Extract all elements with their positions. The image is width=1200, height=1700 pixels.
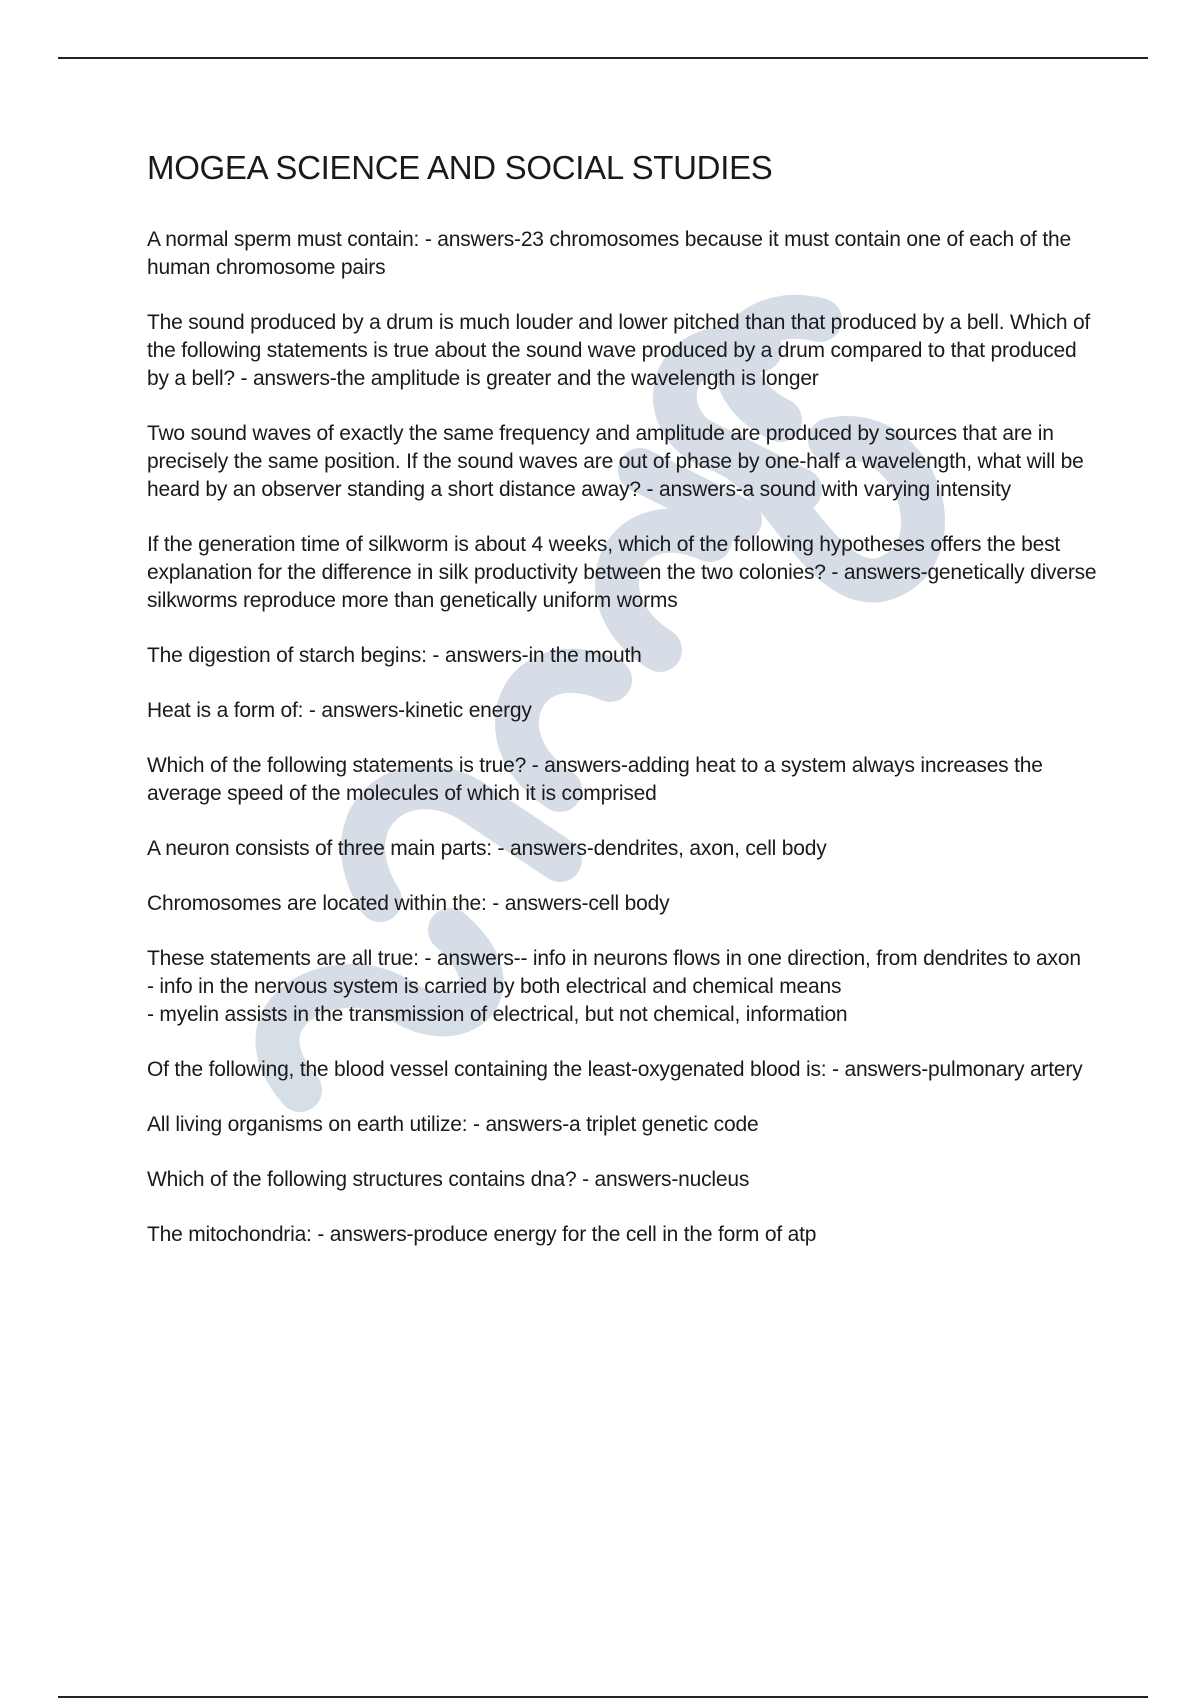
qa-item: Heat is a form of: - answers-kinetic energy (147, 699, 532, 722)
qa-item: Two sound waves of exactly the same frequency and amplitude are produced by sources that are in precisely the same position. If the sound waves are out of phase by one-half a wavelength, what will be heard by an observer standing a short distance away? - answers-a sound with varying intensity (147, 422, 1084, 501)
qa-item: Of the following, the blood vessel containing the least-oxygenated blood is: - answers-pulmonary artery (147, 1058, 1083, 1081)
document-body (147, 148, 1097, 1276)
qa-item: The digestion of starch begins: - answers-in the mouth (147, 644, 642, 667)
qa-item: Which of the following structures contains dna? - answers-nucleus (147, 1168, 750, 1191)
qa-item: The mitochondria: - answers-produce energy for the cell in the form of atp (147, 1223, 817, 1246)
qa-item: Chromosomes are located within the: - answers-cell body (147, 892, 670, 915)
qa-item: A normal sperm must contain: - answers-23 chromosomes because it must contain one of each of the human chromosome pairs (147, 228, 1071, 279)
qa-item: If the generation time of silkworm is about 4 weeks, which of the following hypotheses offers the best explanation for the difference in silk productivity between the two colonies? - answers-genetically diverse silkworms reproduce more than genetically uniform worms (147, 533, 1097, 612)
top-rule (58, 57, 1148, 59)
qa-item: The sound produced by a drum is much louder and lower pitched than that produced by a bell. Which of the following statements is true about the sound wave produced by a drum compared to that produced by a bell? - answers-the amplitude is greater and the wavelength is longer (147, 311, 1091, 390)
page-title: MOGEA SCIENCE AND SOCIAL STUDIES (147, 149, 773, 186)
bottom-rule (58, 1696, 1148, 1698)
qa-item: All living organisms on earth utilize: - answers-a triplet genetic code (147, 1113, 759, 1136)
qa-item: These statements are all true: - answers-- info in neurons flows in one direction, from dendrites to axon - info in the nervous system is carried by both electrical and chemical means - myelin assists in the transmission of electrical, but not chemical, information (147, 947, 1081, 1026)
qa-item: A neuron consists of three main parts: - answers-dendrites, axon, cell body (147, 837, 827, 860)
qa-item: Which of the following statements is true? - answers-adding heat to a system always increases the average speed of the molecules of which it is comprised (147, 754, 1043, 805)
